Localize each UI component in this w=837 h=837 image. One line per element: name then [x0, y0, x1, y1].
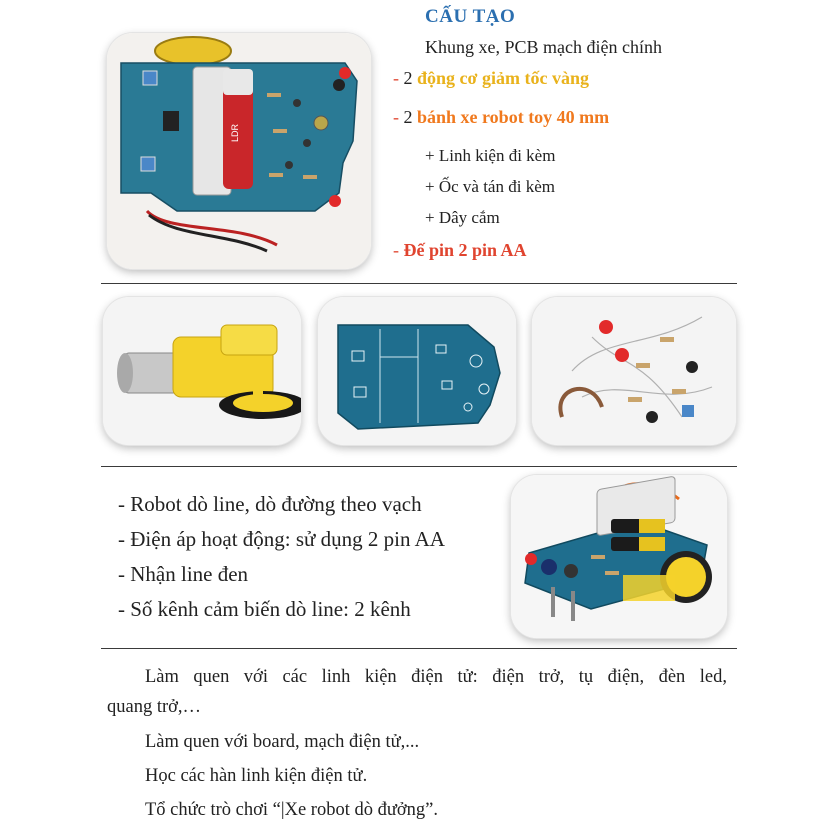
- motors-dash: -: [393, 68, 399, 88]
- wheels-dash: -: [393, 107, 399, 127]
- wheels-item: [393, 107, 609, 128]
- paragraph-soldering: Học các hàn linh kiện điện tử.: [145, 766, 368, 786]
- components-kit-photo: [532, 297, 736, 445]
- wheels-count: 2: [403, 107, 413, 127]
- robot-car-photo: [511, 475, 727, 638]
- section-title: CẤU TẠO: [425, 6, 516, 27]
- divider-bottom: [101, 648, 737, 649]
- feature-item: - Số kênh cảm biến dò line: 2 kênh: [118, 597, 411, 621]
- feature-item: - Nhận line đen: [118, 562, 249, 586]
- gear-motor-photo: [103, 297, 301, 445]
- components-kit-illustration: [532, 297, 736, 445]
- bare-pcb-photo: [318, 297, 516, 445]
- battery-item: [393, 240, 527, 261]
- extra-item-parts: + Linh kiện đi kèm: [425, 146, 556, 165]
- motors-item: [393, 68, 589, 89]
- assembled-pcb-photo: [107, 33, 371, 269]
- robot-car-illustration: [511, 475, 727, 638]
- extra-item-screws: + Ốc và tán đi kèm: [425, 177, 555, 196]
- feature-item: - Điện áp hoạt động: sử dụng 2 pin AA: [118, 527, 445, 551]
- chassis-item: Khung xe, PCB mạch điện chính: [425, 37, 662, 57]
- paragraph-board: Làm quen với board, mạch điện tử,...: [145, 732, 420, 752]
- assembled-pcb-illustration: [107, 33, 371, 269]
- motors-text: động cơ giảm tốc vàng: [417, 68, 589, 88]
- divider-top: [101, 283, 737, 284]
- battery-dash: -: [393, 240, 399, 260]
- feature-item: - Robot dò line, dò đường theo vạch: [118, 492, 422, 516]
- divider-middle: [101, 466, 737, 467]
- gear-motor-illustration: [103, 297, 301, 445]
- extra-item-wires: + Dây cắm: [425, 208, 500, 227]
- paragraph-components-line1: Làm quen với các linh kiện điện tử: điện trở, tụ điện, đèn led,: [145, 667, 727, 687]
- motors-count: 2: [403, 68, 413, 88]
- bare-pcb-illustration: [318, 297, 516, 445]
- battery-label: LDR: [230, 123, 240, 143]
- battery-text: Đế pin 2 pin AA: [403, 240, 527, 260]
- wheels-text: bánh xe robot toy 40 mm: [417, 107, 610, 127]
- paragraph-game: Tổ chức trò chơi “|Xe robot dò đưởng”.: [145, 800, 438, 820]
- paragraph-components-line2: quang trở,…: [107, 697, 202, 717]
